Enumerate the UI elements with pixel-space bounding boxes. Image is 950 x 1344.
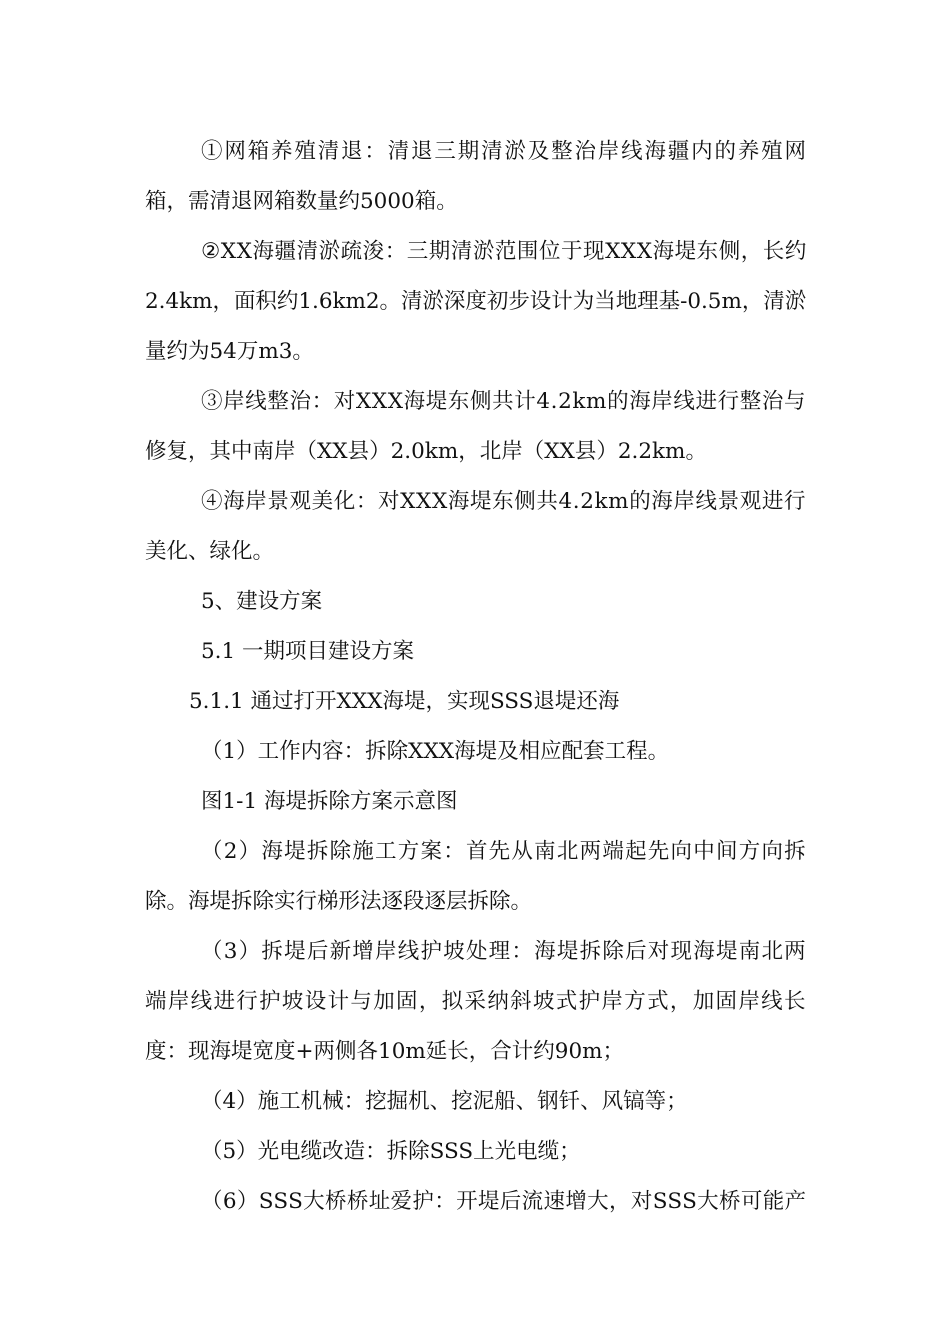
- item-3-line-1: （3）拆堤后新增岸线护坡处理：海堤拆除后对现海堤南北两: [201, 939, 807, 964]
- item-1: （1）工作内容：拆除XXX海堤及相应配套工程。: [201, 739, 670, 764]
- figure-caption: 图1-1 海堤拆除方案示意图: [201, 789, 458, 814]
- para-3-line-1: ③岸线整治：对XXX海堤东侧共计4.2km的海岸线进行整治与: [201, 389, 807, 414]
- item-4: （4）施工机械：挖掘机、挖泥船、钢钎、风镐等；: [201, 1089, 688, 1114]
- para-4-line-2: 美化、绿化。: [145, 539, 275, 564]
- para-1-line-1: ①网箱养殖清退：清退三期清淤及整治岸线海疆内的养殖网: [201, 139, 808, 164]
- para-2-line-1: ②XX海疆清淤疏浚：三期清淤范围位于现XXX海堤东侧，长约: [201, 239, 807, 264]
- item-6-line-1: （6）SSS大桥桥址爱护：开堤后流速增大，对SSS大桥可能产: [201, 1189, 807, 1214]
- para-2-line-3: 量约为54万m3。: [145, 339, 314, 364]
- section-heading-5: 5、建设方案: [201, 589, 323, 614]
- para-3-line-2: 修复，其中南岸（XX县）2.0km，北岸（XX县）2.2km。: [145, 439, 707, 464]
- section-heading-5-1-1: 5.1.1 通过打开XXX海堤，实现SSS退堤还海: [189, 689, 620, 714]
- item-3-line-2: 端岸线进行护坡设计与加固，拟采纳斜坡式护岸方式，加固岸线长: [145, 989, 807, 1014]
- para-2-line-2: 2.4km，面积约1.6km2。清淤深度初步设计为当地理基-0.5m，清淤: [145, 289, 807, 314]
- para-1-line-2: 箱，需清退网箱数量约5000箱。: [145, 189, 458, 214]
- item-2-line-1: （2）海堤拆除施工方案：首先从南北两端起先向中间方向拆: [201, 839, 807, 864]
- section-heading-5-1: 5.1 一期项目建设方案: [201, 639, 415, 664]
- item-3-line-3: 度：现海堤宽度+两侧各10m延长，合计约90m；: [145, 1039, 625, 1064]
- item-5: （5）光电缆改造：拆除SSS上光电缆；: [201, 1139, 581, 1164]
- para-4-line-1: ④海岸景观美化：对XXX海堤东侧共4.2km的海岸线景观进行: [201, 489, 807, 514]
- item-2-line-2: 除。海堤拆除实行梯形法逐段逐层拆除。: [145, 889, 533, 914]
